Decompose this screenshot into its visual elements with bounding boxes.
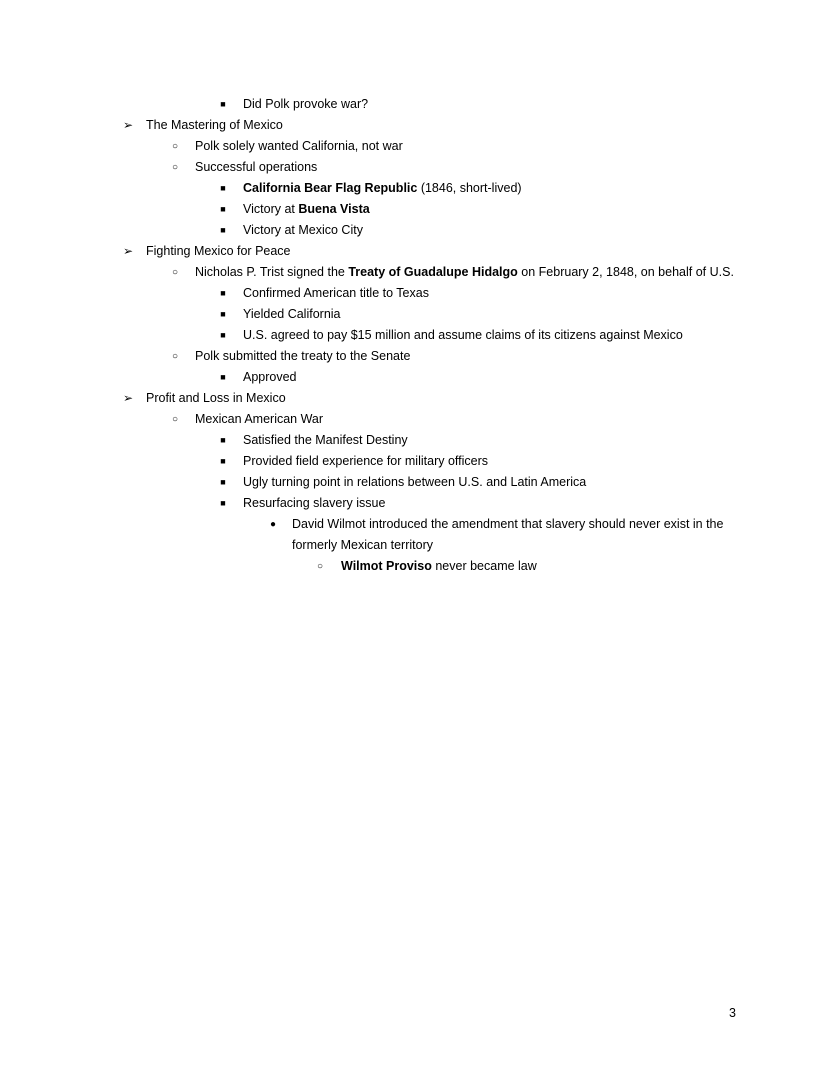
list-item-text: Profit and Loss in Mexico bbox=[146, 391, 286, 405]
list-item-text: Polk submitted the treaty to the Senate bbox=[195, 349, 411, 363]
bullet-marker-level-2: ○ bbox=[171, 351, 179, 362]
bullet-marker-level-3: ■ bbox=[220, 456, 226, 466]
list-item-text: (1846, short-lived) bbox=[417, 181, 522, 195]
list-item-text: The Mastering of Mexico bbox=[146, 118, 283, 132]
list-item-text: U.S. agreed to pay $15 million and assume claims of its citizens against Mexico bbox=[243, 328, 683, 342]
list-item bbox=[243, 493, 385, 514]
list-item bbox=[243, 325, 683, 346]
list-item-text: formerly Mexican territory bbox=[292, 538, 433, 552]
bullet-marker-level-2: ○ bbox=[171, 141, 179, 152]
page-number: 3 bbox=[729, 1006, 736, 1020]
list-item-text: Approved bbox=[243, 370, 297, 384]
bullet-marker-level-3: ■ bbox=[220, 288, 226, 298]
bullet-marker-level-1: ➢ bbox=[122, 244, 134, 258]
bullet-marker-level-3: ■ bbox=[220, 99, 226, 109]
list-item bbox=[341, 556, 537, 577]
bullet-marker-level-3: ■ bbox=[220, 309, 226, 319]
list-item bbox=[195, 409, 323, 430]
list-item-text: Polk solely wanted California, not war bbox=[195, 139, 403, 153]
list-item-text: David Wilmot introduced the amendment that slavery should never exist in the bbox=[292, 517, 724, 531]
list-item bbox=[243, 472, 586, 493]
bullet-marker-level-3: ■ bbox=[220, 183, 226, 193]
list-item bbox=[195, 136, 403, 157]
list-item bbox=[243, 220, 363, 241]
bullet-marker-level-3: ■ bbox=[220, 372, 226, 382]
list-item bbox=[146, 241, 291, 262]
bullet-marker-level-4: ● bbox=[269, 519, 277, 530]
bold-term: Buena Vista bbox=[298, 202, 370, 216]
list-item-text: Provided field experience for military officers bbox=[243, 454, 489, 468]
list-item-text: Nicholas P. Trist signed the bbox=[195, 265, 349, 279]
list-item bbox=[243, 304, 341, 325]
list-item bbox=[195, 346, 410, 367]
bullet-marker-level-2: ○ bbox=[171, 267, 179, 278]
bold-term: Wilmot Proviso bbox=[341, 559, 432, 573]
bullet-marker-level-2: ○ bbox=[171, 162, 179, 173]
list-item-text: Victory at bbox=[243, 202, 299, 216]
list-item-text: Confirmed American title to Texas bbox=[243, 286, 429, 300]
list-item bbox=[243, 283, 429, 304]
list-item bbox=[243, 94, 368, 115]
list-item-text: Satisfied the Manifest Destiny bbox=[243, 433, 408, 447]
list-item-text: Mexican American War bbox=[195, 412, 324, 426]
bullet-marker-level-3: ■ bbox=[220, 435, 226, 445]
list-item bbox=[146, 115, 283, 136]
bold-term: Treaty of Guadalupe Hidalgo bbox=[348, 265, 518, 279]
list-item bbox=[195, 157, 317, 178]
list-item-text: Fighting Mexico for Peace bbox=[146, 244, 291, 258]
bullet-marker-level-1: ➢ bbox=[122, 391, 134, 405]
bullet-marker-level-3: ■ bbox=[220, 477, 226, 487]
list-item bbox=[243, 367, 297, 388]
list-item-text: Yielded California bbox=[243, 307, 341, 321]
list-item bbox=[243, 451, 488, 472]
list-item bbox=[243, 178, 522, 199]
bullet-marker-level-1: ➢ bbox=[122, 118, 134, 132]
bullet-marker-level-3: ■ bbox=[220, 498, 226, 508]
list-item bbox=[292, 514, 723, 535]
list-item-text: Resurfacing slavery issue bbox=[243, 496, 386, 510]
bullet-marker-level-5: ○ bbox=[316, 561, 324, 572]
bullet-marker-level-3: ■ bbox=[220, 330, 226, 340]
list-item-text: on February 2, 1848, on behalf of U.S. bbox=[517, 265, 734, 279]
bold-term: California Bear Flag Republic bbox=[243, 181, 418, 195]
list-item-text: never became law bbox=[431, 559, 537, 573]
list-item bbox=[146, 388, 286, 409]
bullet-marker-level-2: ○ bbox=[171, 414, 179, 425]
bullet-marker-level-3: ■ bbox=[220, 204, 226, 214]
list-item-text: Did Polk provoke war? bbox=[243, 97, 369, 111]
list-item bbox=[243, 199, 370, 220]
list-item-continuation bbox=[292, 535, 433, 556]
list-item-text: Victory at Mexico City bbox=[243, 223, 363, 237]
list-item-text: Successful operations bbox=[195, 160, 318, 174]
list-item bbox=[243, 430, 408, 451]
list-item bbox=[195, 262, 734, 283]
list-item-text: Ugly turning point in relations between U.S. and Latin America bbox=[243, 475, 587, 489]
bullet-marker-level-3: ■ bbox=[220, 225, 226, 235]
